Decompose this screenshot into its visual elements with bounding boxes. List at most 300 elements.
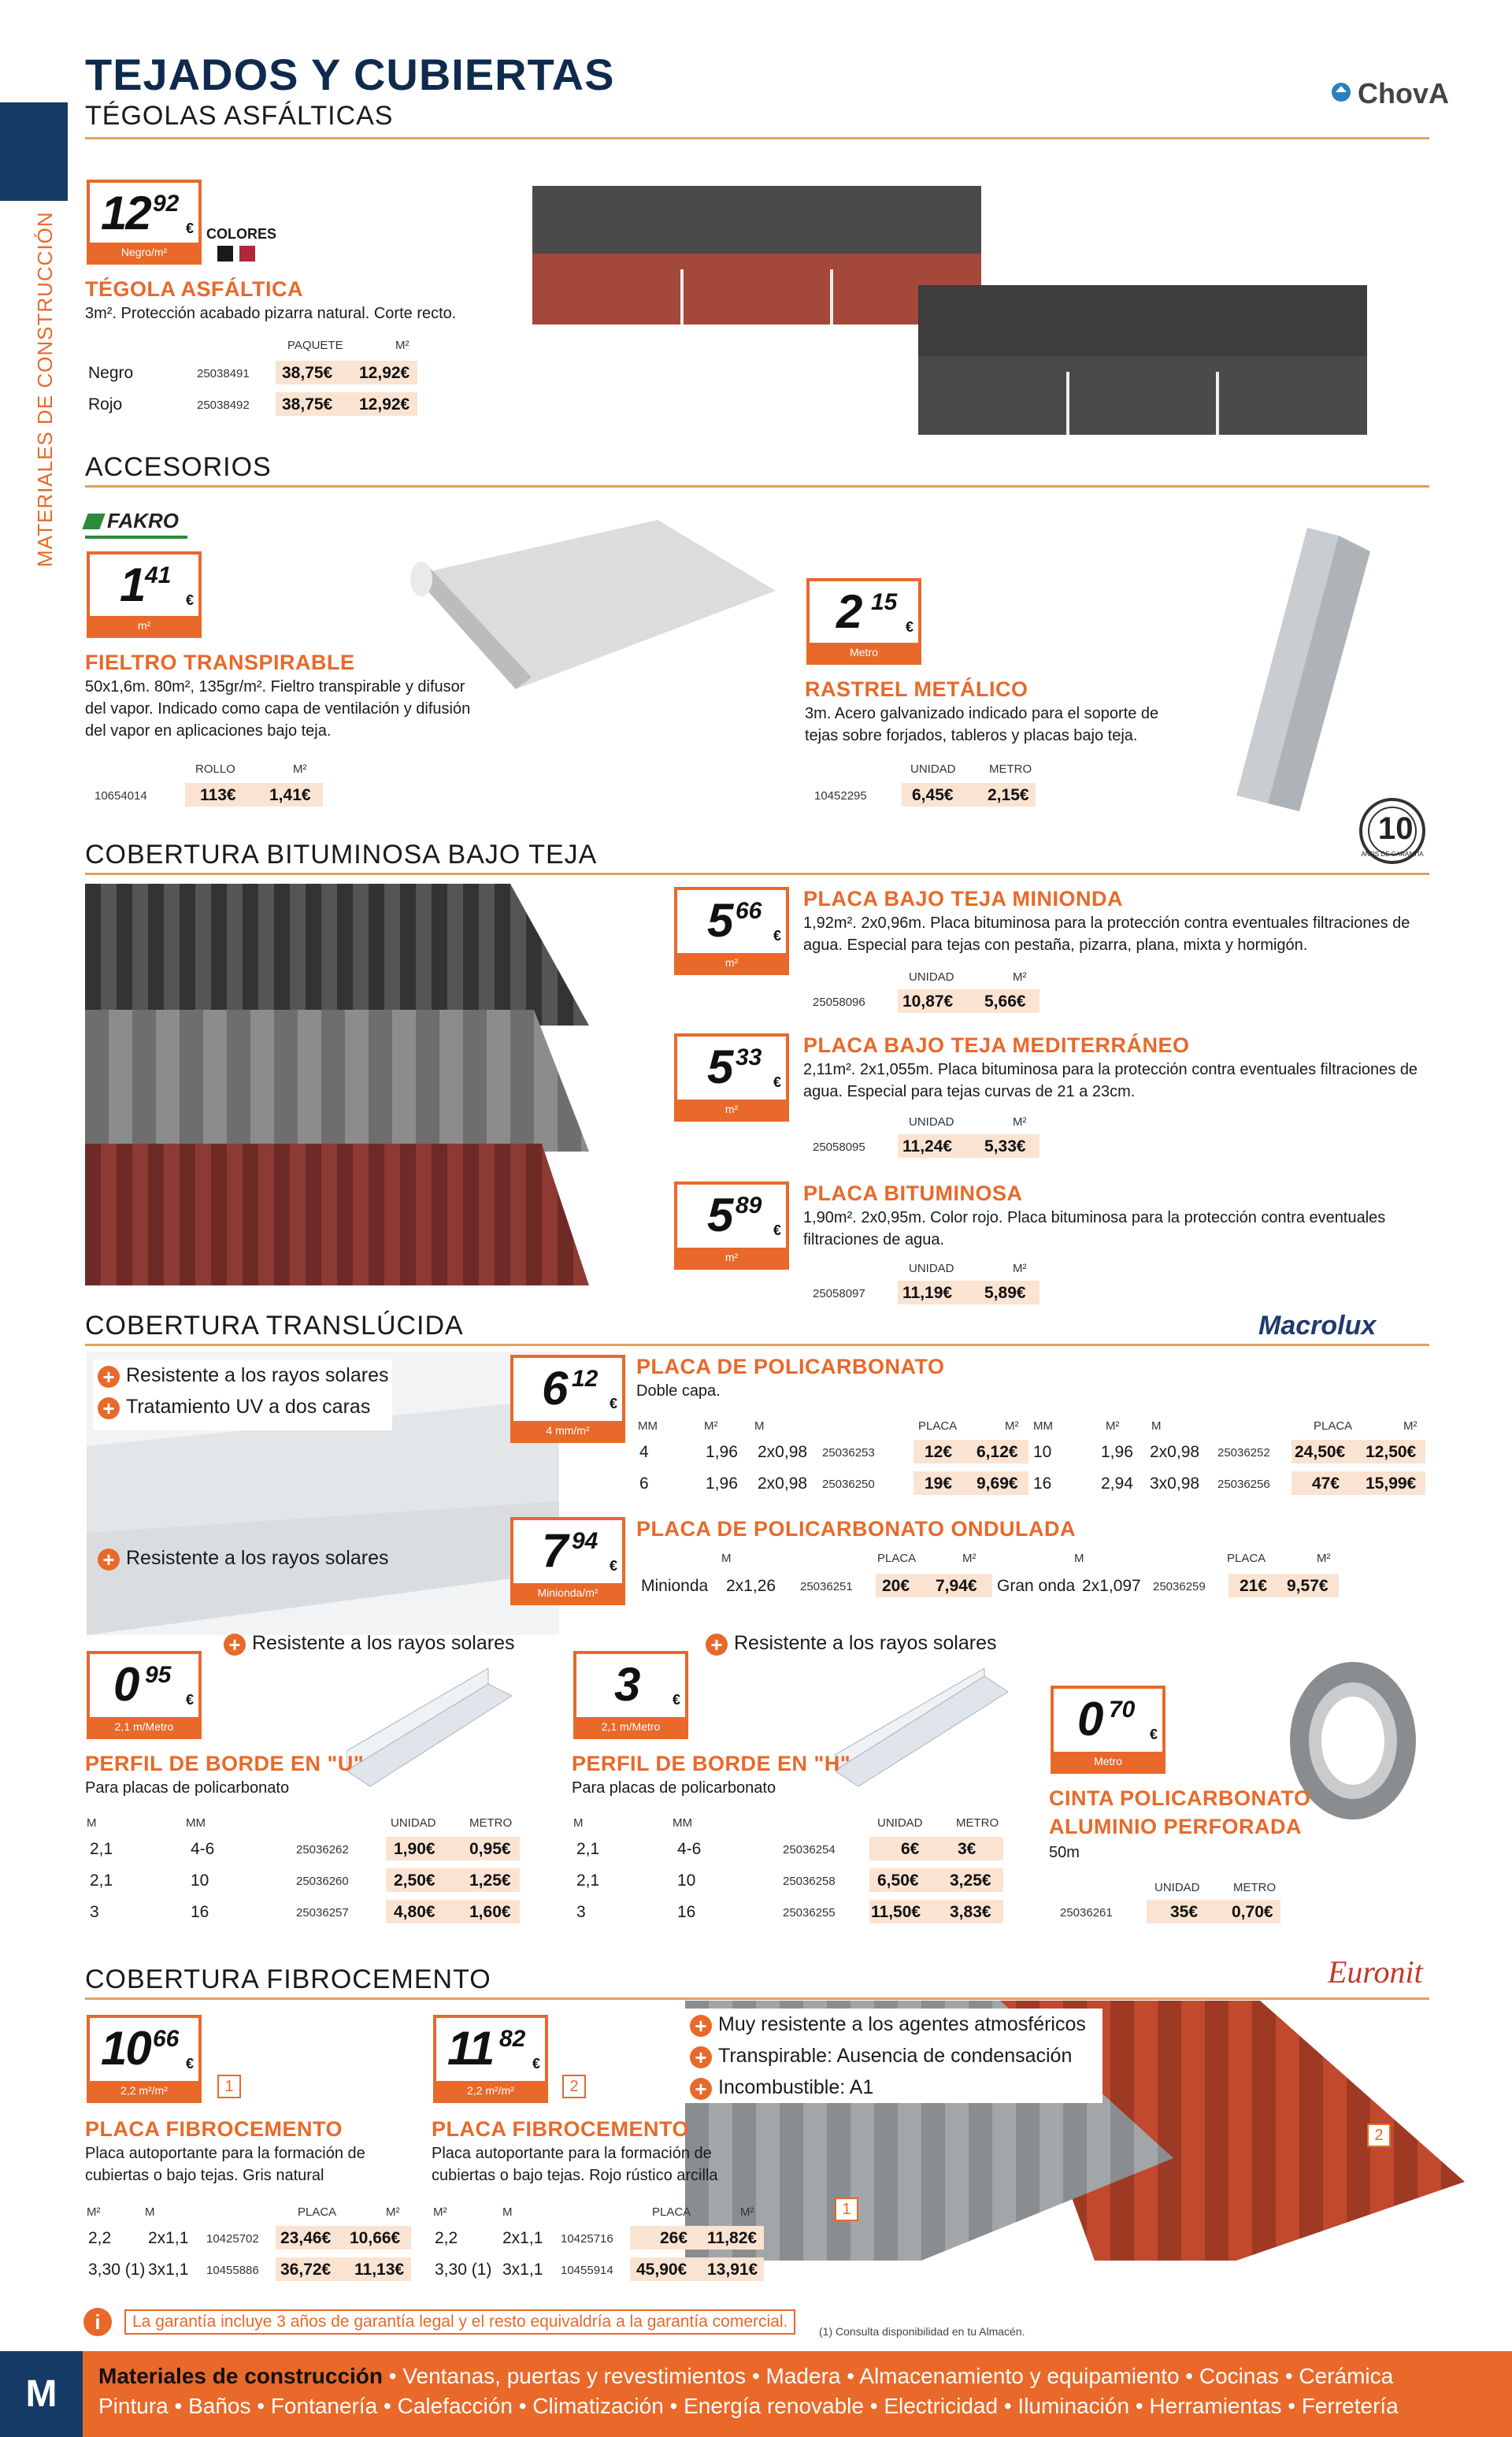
sheet-price: 21€ [1240, 1577, 1268, 1595]
bituminosa-product-image [85, 884, 589, 1285]
price-unit: 2,1 m/Metro [576, 1717, 685, 1736]
table-header: M² [740, 2205, 754, 2219]
sheet-price: 20€ [882, 1577, 910, 1595]
table-header: MM [638, 1419, 658, 1433]
m2-price: 9,69€ [976, 1474, 1018, 1493]
feature-item [690, 2076, 873, 2100]
euro-sign: € [185, 592, 194, 608]
product-title: PLACA BAJO TEJA MINIONDA [803, 887, 1124, 911]
meter-price: 0,95€ [469, 1840, 511, 1858]
fakro-text: FAKRO [107, 509, 179, 532]
tegola-product-image [532, 183, 1383, 443]
feature-item [224, 1632, 514, 1656]
perfil-u-product-image [346, 1668, 512, 1794]
table-header: M² [704, 1419, 718, 1433]
warranty-badge [1353, 796, 1432, 866]
unit-price: 11,50€ [871, 1903, 921, 1921]
brand-chova-logo [1329, 77, 1449, 117]
product-code: 25036251 [800, 1580, 853, 1593]
sheet-price: 12€ [925, 1443, 953, 1461]
m2-price: 12,92€ [359, 364, 410, 382]
plus-icon: + [690, 2046, 712, 2068]
table-header: METRO [989, 762, 1032, 776]
info-icon: i [83, 2308, 112, 2336]
table-header: MM [1033, 1419, 1053, 1433]
price-integer: 7 [542, 1524, 567, 1577]
table-header: M² [1013, 970, 1027, 984]
price-decimal: 15 [871, 589, 898, 615]
divider [85, 873, 1429, 875]
cell-mm: 4-6 [191, 1840, 215, 1858]
product-code: 25058097 [813, 1287, 865, 1300]
package-price: 38,75€ [282, 395, 333, 414]
table-header: UNIDAD [910, 762, 956, 776]
footer-categories-line-2[interactable]: Pintura • Baños • Fontanería • Calefacción • Climatización • Energía renovable • Electricidad • Iluminación • Herramientas • Ferretería [98, 2394, 1399, 2418]
sheet-price: 36,72€ [280, 2261, 332, 2279]
table-header: PLACA [1227, 1552, 1266, 1565]
sheet-price: 47€ [1312, 1474, 1340, 1493]
product-code: 10425702 [206, 2232, 259, 2246]
section-title: COBERTURA FIBROCEMENTO [85, 1964, 491, 1994]
unit-price: 4,80€ [394, 1903, 435, 1921]
table-header: M² [1403, 1419, 1418, 1433]
product-description: 1,92m². 2x0,96m. Placa bituminosa para la protección contra eventuales filtraciones de agua. Especial para tejas con pestaña, pizarra, plana, mixta y hormigón. [803, 914, 1410, 954]
table-header: M² [1013, 1262, 1027, 1275]
product-code: 25038492 [197, 399, 250, 412]
price-integer: 12 [101, 187, 150, 239]
feature-text: Transpirable: Ausencia de condensación [718, 2045, 1073, 2067]
price-integer: 6 [542, 1362, 567, 1415]
feature-item [98, 1547, 388, 1571]
page-title: TEJADOS Y CUBIERTAS [85, 50, 615, 99]
chova-icon [1329, 80, 1353, 104]
product-description: 3m². Protección acabado pizarra natural. Corte recto. [85, 305, 457, 322]
unit-price: 6,50€ [877, 1871, 919, 1890]
table-header: M² [1013, 1115, 1027, 1129]
cell-mm: 10 [191, 1871, 209, 1890]
side-category-label: MATERIALES DE CONSTRUCCIÓN [33, 211, 57, 567]
cell-m: 2x0,98 [758, 1443, 808, 1461]
tegola-price-tag [87, 180, 202, 265]
feature-text: Resistente a los rayos solares [734, 1632, 997, 1654]
table-header: M [145, 2205, 155, 2219]
divider [85, 1344, 1429, 1346]
feature-text: Incombustible: A1 [718, 2076, 874, 2098]
product-code: 25036254 [783, 1843, 836, 1856]
product-description: Placa autoportante para la formación de cubiertas o bajo tejas. Rojo rústico arcilla [432, 2145, 718, 2184]
euro-sign: € [773, 928, 781, 944]
product-code: 10452295 [814, 789, 867, 803]
color-swatch-red [239, 246, 255, 262]
table-header: METRO [1233, 1881, 1277, 1894]
table-header: UNIDAD [1154, 1881, 1200, 1894]
cell-m: 2x0,98 [758, 1474, 808, 1493]
row-highlight [869, 1837, 1003, 1860]
table-header: METRO [956, 1816, 999, 1830]
cell-m2: 3,30 (1) [88, 2261, 146, 2279]
m2-price: 5,33€ [984, 1137, 1026, 1155]
price-integer: 11 [447, 2022, 494, 2075]
table-header: METRO [469, 1816, 513, 1830]
roll-price: 113€ [200, 786, 236, 804]
product-code: 25036253 [822, 1446, 875, 1460]
fakro-icon [82, 514, 105, 529]
table-header: M [721, 1552, 732, 1565]
cell-mm: 4 [639, 1443, 649, 1461]
price-integer: 3 [614, 1658, 639, 1711]
price-integer: 2 [836, 585, 862, 638]
euro-sign: € [185, 2056, 194, 2072]
unit-price: 11,24€ [902, 1137, 953, 1155]
feature-text: Tratamiento UV a dos caras [126, 1396, 371, 1418]
product-title: TÉGOLA ASFÁLTICA [85, 277, 303, 301]
color-swatch-black [217, 246, 233, 262]
cell-mm: 6 [639, 1474, 649, 1493]
unit-price: 1,90€ [394, 1840, 435, 1858]
fieltro-product-image [398, 512, 776, 693]
m2-price: 7,94€ [936, 1577, 977, 1595]
price-unit: m² [677, 953, 786, 972]
euro-sign: € [185, 221, 194, 236]
table-header: ROLLO [195, 762, 235, 776]
price-unit: Negro/m² [90, 243, 198, 262]
footer-logo: M [0, 2351, 83, 2437]
product-description: Placa autoportante para la formación de cubiertas o bajo tejas. Gris natural [85, 2145, 365, 2184]
m2-price: 11,82€ [707, 2229, 758, 2247]
m2-price: 15,99€ [1366, 1474, 1417, 1493]
product-code: 25036260 [296, 1875, 349, 1888]
product-code: 25036258 [783, 1875, 836, 1888]
product-code: 10455886 [206, 2264, 259, 2277]
euro-sign: € [773, 1074, 781, 1090]
meter-price: 1,60€ [469, 1903, 511, 1921]
fibro-rojo-price-tag [433, 2015, 548, 2103]
divider [85, 137, 1429, 139]
table-header: M² [433, 2205, 447, 2219]
cell-m: 2x0,98 [1150, 1443, 1200, 1461]
plus-icon: + [690, 2015, 712, 2037]
price-decimal: 94 [572, 1528, 598, 1554]
product-code: 25036250 [822, 1478, 875, 1491]
table-header: M² [293, 762, 307, 776]
price-unit: 2,2 m²/m² [436, 2081, 545, 2100]
cell-m: 2,1 [576, 1840, 600, 1858]
product-title: PLACA FIBROCEMENTO [85, 2117, 343, 2141]
variant-name: Negro [88, 364, 134, 382]
rastrel-product-image [1221, 520, 1386, 811]
table-header: PLACA [1314, 1419, 1353, 1433]
product-code: 25036252 [1217, 1446, 1270, 1460]
euro-sign: € [773, 1222, 781, 1238]
price-integer: 5 [707, 1040, 732, 1093]
cell-m2: 1,96 [706, 1443, 738, 1461]
price-unit: 2,2 m²/m² [90, 2081, 198, 2100]
price-integer: 1 [120, 558, 145, 611]
product-code: 25038491 [197, 367, 250, 380]
unit-price: 11,19€ [902, 1284, 953, 1302]
brand-macrolux-logo: Macrolux [1258, 1311, 1377, 1341]
section-title: COBERTURA TRANSLÚCIDA [85, 1311, 464, 1341]
table-header: UNIDAD [909, 1115, 954, 1129]
fibro-gris-price-tag [87, 2015, 202, 2103]
guarantee-note: La garantía incluye 3 años de garantía legal y el resto equivaldría a la garantía comercial. [124, 2309, 795, 2335]
price-unit: 2,1 m/Metro [90, 1717, 198, 1736]
price-unit: Metro [810, 643, 918, 662]
ondulada-price-tag [510, 1517, 625, 1605]
chova-text: ChovA [1358, 77, 1449, 109]
product-code: 10654014 [94, 789, 147, 803]
price-unit: m² [677, 1248, 786, 1267]
product-code: 10425716 [561, 2232, 613, 2246]
cell-m: 2x1,26 [726, 1577, 776, 1595]
m2-price: 5,89€ [984, 1284, 1026, 1302]
perfil-h-product-image [835, 1668, 1008, 1786]
table-header: M² [386, 2205, 400, 2219]
perfil-u-price-tag [87, 1651, 202, 1739]
table-header: M² [1106, 1419, 1120, 1433]
footer-categories-text[interactable]: • Ventanas, puertas y revestimientos • Madera • Almacenamiento y equipamiento • Cocinas • Cerámica [383, 2364, 1394, 2388]
m2-price: 10,66€ [350, 2229, 401, 2247]
product-title: FIELTRO TRANSPIRABLE [85, 651, 355, 674]
table-header: M² [1005, 1419, 1019, 1433]
product-code: 25058095 [813, 1141, 865, 1154]
m2-price: 9,57€ [1287, 1577, 1329, 1595]
cell-m: 3x0,98 [1150, 1474, 1200, 1493]
cell-m2: 3,30 (1) [435, 2261, 492, 2279]
table-header: MM [186, 1816, 206, 1830]
availability-note: (1) Consulta disponibilidad en tu Almacén. [819, 2325, 1025, 2338]
meter-price: 2,15€ [988, 786, 1029, 804]
sheet-price: 19€ [925, 1474, 953, 1493]
product-code: 10455914 [561, 2264, 613, 2277]
feature-text: Resistente a los rayos solares [126, 1547, 389, 1569]
page-subtitle: TÉGOLAS ASFÁLTICAS [85, 101, 394, 131]
table-header: M [754, 1419, 765, 1433]
cell-m2: 1,96 [1101, 1443, 1133, 1461]
euro-sign: € [185, 1692, 194, 1708]
cell-type: Gran onda [997, 1577, 1076, 1595]
policarbonato-price-tag [510, 1355, 625, 1443]
cell-m: 3 [90, 1903, 99, 1921]
euro-sign: € [532, 2056, 540, 2072]
product-title-line-2: ALUMINIO PERFORADA [1049, 1815, 1302, 1838]
feature-item [706, 1632, 996, 1656]
meter-price: 3,83€ [950, 1903, 991, 1921]
table-header: PAQUETE [287, 339, 343, 352]
section-title: ACCESORIOS [85, 452, 272, 482]
price-integer: 0 [1077, 1693, 1102, 1745]
unit-price: 6,45€ [912, 786, 954, 804]
brand-fakro-logo [85, 509, 187, 540]
footer-current-category[interactable]: Materiales de construcción [98, 2364, 384, 2388]
perfil-h-price-tag [573, 1651, 688, 1739]
table-header: M² [962, 1552, 976, 1565]
variant-badge: 1 [217, 2075, 241, 2098]
price-decimal: 92 [153, 191, 180, 217]
table-header: MM [673, 1816, 692, 1830]
cinta-price-tag [1051, 1686, 1166, 1774]
table-header: M [87, 1816, 97, 1830]
table-header: M [1074, 1552, 1084, 1565]
plus-icon: + [706, 1634, 728, 1656]
package-price: 38,75€ [282, 364, 333, 382]
cell-mm: 16 [191, 1903, 209, 1921]
cell-m: 2,1 [576, 1871, 600, 1890]
product-description: Doble capa. [636, 1382, 721, 1400]
plus-icon: + [98, 1549, 120, 1571]
product-title: PLACA DE POLICARBONATO [636, 1355, 945, 1378]
plus-icon: + [224, 1634, 246, 1656]
euro-sign: € [609, 1558, 617, 1574]
m2-price: 1,41€ [269, 786, 311, 804]
meter-price: 0,70€ [1232, 1903, 1273, 1921]
table-header: UNIDAD [909, 970, 954, 984]
price-decimal: 66 [736, 898, 762, 924]
mediterraneo-price-tag [674, 1033, 789, 1122]
side-tab [0, 102, 68, 201]
cell-m: 2x1,1 [148, 2229, 189, 2247]
product-title: PLACA DE POLICARBONATO ONDULADA [636, 1517, 1076, 1541]
unit-price: 2,50€ [394, 1871, 435, 1890]
product-code: 25036262 [296, 1843, 349, 1856]
product-code: 25036256 [1217, 1478, 1270, 1491]
m2-price: 5,66€ [984, 992, 1026, 1011]
m2-price: 6,12€ [976, 1443, 1018, 1461]
table-header: M [573, 1816, 584, 1830]
m2-price: 13,91€ [707, 2261, 758, 2279]
product-code: 25036257 [296, 1906, 349, 1920]
divider [85, 1997, 1429, 2000]
price-unit: Metro [1054, 1752, 1162, 1771]
cell-type: Minionda [641, 1577, 709, 1595]
product-description: Para placas de policarbonato [85, 1779, 290, 1797]
euro-sign: € [1149, 1727, 1158, 1742]
meter-price: 1,25€ [469, 1871, 511, 1890]
sheet-price: 23,46€ [280, 2229, 332, 2247]
meter-price: 3€ [958, 1840, 976, 1858]
price-decimal: 89 [736, 1193, 762, 1218]
variant-name: Rojo [88, 395, 123, 414]
price-decimal: 12 [572, 1366, 598, 1392]
cell-m2: 2,94 [1101, 1474, 1133, 1493]
table-header: M² [1317, 1552, 1331, 1565]
price-decimal: 66 [153, 2026, 180, 2052]
cell-m: 2x1,097 [1082, 1577, 1141, 1595]
cell-m: 2x1,1 [502, 2229, 543, 2247]
footer-bar [0, 2351, 1512, 2437]
table-header: UNIDAD [391, 1816, 436, 1830]
section-title: COBERTURA BITUMINOSA BAJO TEJA [85, 840, 598, 870]
product-description: 2,11m². 2x1,055m. Placa bituminosa para la protección contra eventuales filtraciones de agua. Especial para tejas curvas de 21 a 23cm. [803, 1061, 1418, 1100]
feature-item [98, 1396, 370, 1419]
image-badge: 1 [835, 2198, 858, 2221]
cell-m: 3 [576, 1903, 586, 1921]
price-integer: 5 [707, 894, 732, 947]
warranty-text: AÑOS DE GARANTÍA [1361, 851, 1424, 858]
price-decimal: 41 [145, 562, 172, 588]
price-unit: m² [90, 616, 198, 635]
cell-m: 2,1 [90, 1871, 113, 1890]
plus-icon: + [690, 2078, 712, 2100]
bituminosa-price-tag [674, 1181, 789, 1270]
rastrel-price-tag [806, 578, 921, 665]
minionda-price-tag [674, 887, 789, 975]
divider [85, 485, 1429, 488]
price-decimal: 82 [499, 2026, 526, 2052]
table-header: PLACA [298, 2205, 337, 2219]
cell-m: 3x1,1 [148, 2261, 189, 2279]
table-header: PLACA [918, 1419, 958, 1433]
sheet-price: 26€ [660, 2229, 688, 2247]
table-header: M [1151, 1419, 1162, 1433]
m2-price: 11,13€ [354, 2261, 405, 2279]
unit-price: 35€ [1170, 1903, 1199, 1921]
product-title: PLACA BAJO TEJA MEDITERRÁNEO [803, 1033, 1190, 1057]
product-description: 1,90m². 2x0,95m. Color rojo. Placa bituminosa para la protección contra eventuales filtraciones de agua. [803, 1209, 1386, 1248]
variant-badge: 2 [562, 2075, 586, 2098]
warranty-years: 10 [1378, 811, 1414, 846]
table-header: M² [395, 339, 410, 352]
feature-item [690, 2013, 1086, 2037]
product-description: Para placas de policarbonato [572, 1779, 776, 1797]
colors-label: COLORES [206, 226, 277, 242]
euro-sign: € [609, 1396, 617, 1411]
price-integer: 0 [113, 1658, 139, 1711]
product-title: RASTREL METÁLICO [805, 677, 1028, 701]
cell-m2: 2,2 [435, 2229, 458, 2247]
euro-sign: € [672, 1692, 680, 1708]
cell-m: 2,1 [90, 1840, 113, 1858]
footer-categories-line-1 [98, 2364, 1393, 2389]
feature-item [98, 1364, 388, 1388]
product-code: 25036255 [783, 1906, 836, 1920]
feature-text: Muy resistente a los agentes atmosféricos [718, 2013, 1086, 2035]
cell-m: 3x1,1 [502, 2261, 543, 2279]
product-code: 25036261 [1060, 1906, 1113, 1920]
cell-mm: 4-6 [677, 1840, 702, 1858]
price-unit: m² [677, 1100, 786, 1118]
meter-price: 3,25€ [950, 1871, 991, 1890]
cell-mm: 10 [1033, 1443, 1052, 1461]
product-code: 25058096 [813, 996, 865, 1009]
plus-icon: + [98, 1366, 120, 1388]
product-title: PLACA BITUMINOSA [803, 1181, 1023, 1205]
table-header: M [502, 2205, 513, 2219]
product-title: PERFIL DE BORDE EN "U" [85, 1752, 365, 1775]
table-header: UNIDAD [877, 1816, 923, 1830]
sheet-price: 24,50€ [1295, 1443, 1346, 1461]
m2-price: 12,50€ [1366, 1443, 1417, 1461]
product-description: 50m [1049, 1844, 1080, 1861]
cell-mm: 16 [677, 1903, 696, 1921]
cell-mm: 16 [1033, 1474, 1052, 1493]
product-title: CINTA POLICARBONATO [1049, 1786, 1311, 1810]
cell-m2: 2,2 [88, 2229, 112, 2247]
price-unit: 4 mm/m² [513, 1421, 622, 1440]
product-code: 25036259 [1153, 1580, 1206, 1593]
price-decimal: 95 [145, 1662, 172, 1688]
table-header: M² [87, 2205, 101, 2219]
euro-sign: € [905, 619, 914, 635]
price-integer: 5 [707, 1189, 732, 1241]
cell-m2: 1,96 [706, 1474, 738, 1493]
price-integer: 10 [101, 2022, 150, 2075]
sheet-price: 45,90€ [636, 2261, 687, 2279]
unit-price: 6€ [901, 1840, 920, 1858]
table-header: UNIDAD [909, 1262, 954, 1275]
feature-text: Resistente a los rayos solares [126, 1364, 389, 1386]
feature-text: Resistente a los rayos solares [252, 1632, 515, 1654]
